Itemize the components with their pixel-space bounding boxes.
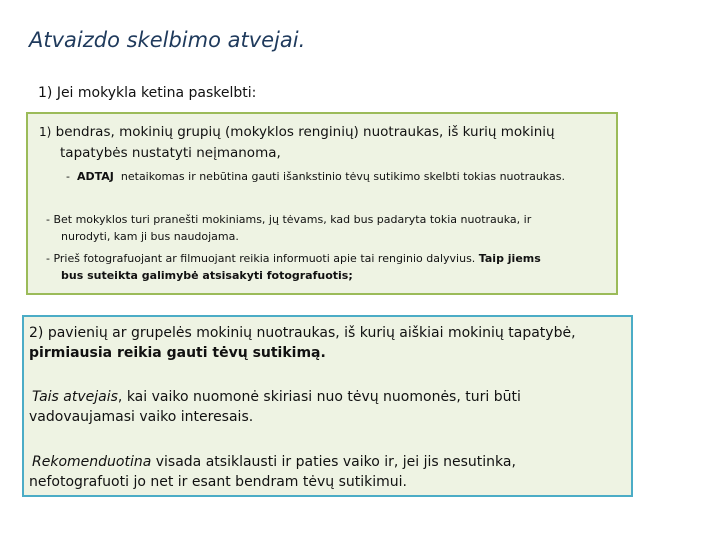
adtaj-note <box>66 169 565 185</box>
paragraph-3-emphasis: Rekomenduotina <box>32 454 152 470</box>
bullet-1-line-2: nurodyti, kam ji bus naudojama. <box>61 230 239 243</box>
paragraph-3-line-1 <box>32 452 516 472</box>
case-2-line-1: 2) pavienių ar grupelės mokinių nuotraukas, iš kurių aiškiai mokinių tapatybė, <box>29 325 576 341</box>
case-2-box <box>22 315 633 497</box>
case-2-line-2: pirmiausia reikia gauti tėvų sutikimą. <box>29 345 326 361</box>
adtaj-text: netaikomas ir nebūtina gauti išankstinio tėvų sutikimo skelbti tokias nuotraukas. <box>120 170 565 183</box>
page-title: Atvaizdo skelbimo atvejai. <box>29 28 306 52</box>
bullet-2-line-1 <box>46 251 541 267</box>
case-1-item <box>39 123 555 142</box>
case-1-line-2: tapatybės nustatyti neįmanoma, <box>60 145 281 161</box>
paragraph-2-text: , kai vaiko nuomonė skiriasi nuo tėvų nuomonės, turi būti <box>117 389 521 405</box>
paragraph-2-line-1 <box>32 387 521 407</box>
case-1-line-1: bendras, mokinių grupių (mokyklos renginių) nuotraukas, iš kurių mokinių <box>55 124 555 140</box>
paragraph-2-line-2: vadovaujamasi vaiko interesais. <box>29 409 254 425</box>
case-1-number: 1) <box>39 125 52 139</box>
intro-text: 1) Jei mokykla ketina paskelbti: <box>38 85 257 101</box>
bullet-2-text: - Prieš fotografuojant ar filmuojant reikia informuoti apie tai renginio dalyvius. <box>46 252 476 265</box>
case-1-box <box>26 112 618 295</box>
bullet-1-line-1: - Bet mokyklos turi pranešti mokiniams, jų tėvams, kad bus padaryta tokia nuotrauka, ir <box>46 213 532 226</box>
bullet-2-bold: Taip jiems <box>478 252 541 265</box>
paragraph-3-line-2: nefotografuoti jo net ir esant bendram tėvų sutikimui. <box>29 474 407 490</box>
paragraph-2-emphasis: Tais atvejais <box>32 389 118 405</box>
adtaj-label: ADTAJ <box>76 170 114 183</box>
bullet-2-line-2: bus suteikta galimybė atsisakyti fotografuotis; <box>61 269 353 282</box>
paragraph-3-text: visada atsiklausti ir paties vaiko ir, jei jis nesutinka, <box>151 454 516 470</box>
adtaj-dash: - <box>66 170 70 183</box>
